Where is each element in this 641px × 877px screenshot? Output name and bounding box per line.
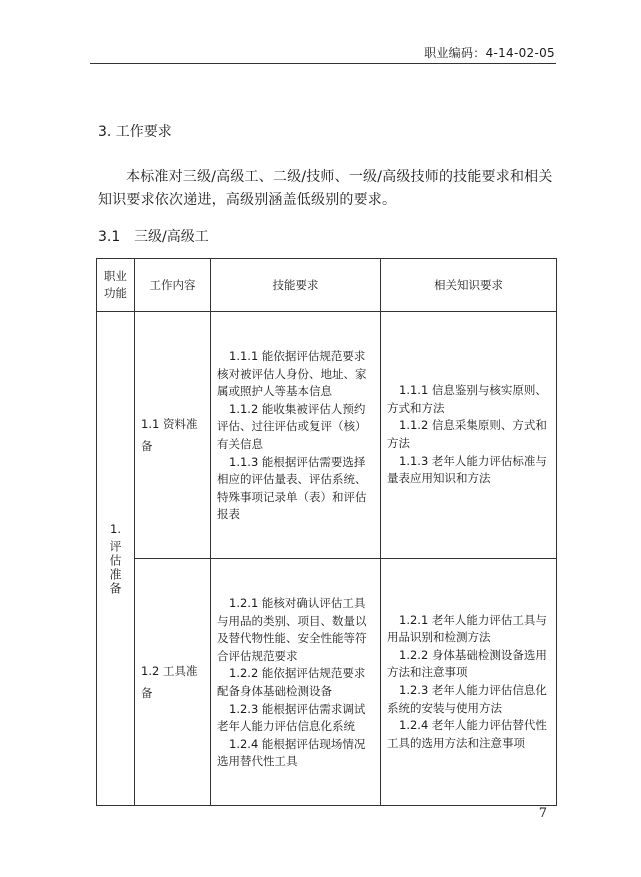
page-number: 7: [538, 806, 547, 821]
func-number: 1.: [110, 521, 121, 536]
header-knowledge: 相关知识要求: [381, 259, 557, 312]
header-func: 职业功能: [97, 259, 135, 312]
requirements-table: [96, 258, 557, 806]
intro-paragraph: 本标准对三级/高级工、二级/技师、一级/高级技师的技能要求和相关知识要求依次递进，高级别涵盖低级别的要求。: [98, 169, 553, 208]
table-header-row: [97, 259, 557, 312]
skill-cell: [211, 559, 381, 806]
knowledge-cell: [381, 559, 557, 806]
knowledge-item: 1.2.1 老年人能力评估工具与用品识别和检测方法: [387, 612, 547, 645]
skill-item: 1.2.2 能依据评估规范要求配备身体基础检测设备: [217, 666, 366, 698]
knowledge-item: 1.2.2 身体基础检测设备选用方法和注意事项: [387, 647, 547, 680]
knowledge-item: 1.2.3 老年人能力评估信息化系统的安装与使用方法: [387, 683, 547, 715]
func-label: 评估准备: [108, 539, 122, 596]
subsection-title: [98, 226, 209, 246]
section-title: 3. 工作要求: [98, 124, 172, 140]
work-cell: 1.2 工具准备: [135, 559, 211, 806]
skill-item: 1.1.2 能收集被评估人预约评估、过往评估或复评（核）有关信息: [217, 401, 367, 451]
occupation-code: 职业编码：4-14-02-05: [424, 46, 555, 60]
knowledge-cell: [381, 312, 557, 559]
skill-cell: [211, 312, 381, 559]
knowledge-item: 1.1.1 信息鉴别与核实原则、方式和方法: [387, 383, 547, 415]
knowledge-item: 1.1.3 老年人能力评估标准与量表应用知识和方法: [387, 453, 547, 486]
skill-item: 1.2.1 能核对确认评估工具与用品的类别、项目、数量以及替代物性能、安全性能等符合评估规范要求: [217, 596, 367, 663]
header-divider: [90, 63, 556, 64]
skill-item: 1.2.4 能根据评估现场情况选用替代性工具: [217, 736, 366, 769]
knowledge-item: 1.1.2 信息采集原则、方式和方法: [387, 418, 547, 450]
header-work: 工作内容: [135, 259, 211, 312]
subsection-number: 3.1: [98, 229, 121, 245]
skill-item: 1.1.1 能依据评估规范要求核对被评估人身份、地址、家属或照护人等基本信息: [217, 349, 367, 399]
table-row: [97, 312, 557, 559]
header-skill: 技能要求: [211, 259, 381, 312]
work-cell: 1.1 资料准备: [135, 312, 211, 559]
knowledge-item: 1.2.4 老年人能力评估替代性工具的选用方法和注意事项: [387, 718, 547, 750]
subsection-label: 三级/高级工: [134, 229, 209, 245]
table-row: [97, 559, 557, 806]
skill-item: 1.1.3 能根据评估需要选择相应的评估量表、评估系统、特殊事项记录单（表）和评估报表: [217, 454, 367, 522]
func-cell: [97, 312, 135, 806]
skill-item: 1.2.3 能根据评估需求调试老年人能力评估信息化系统: [217, 701, 366, 734]
